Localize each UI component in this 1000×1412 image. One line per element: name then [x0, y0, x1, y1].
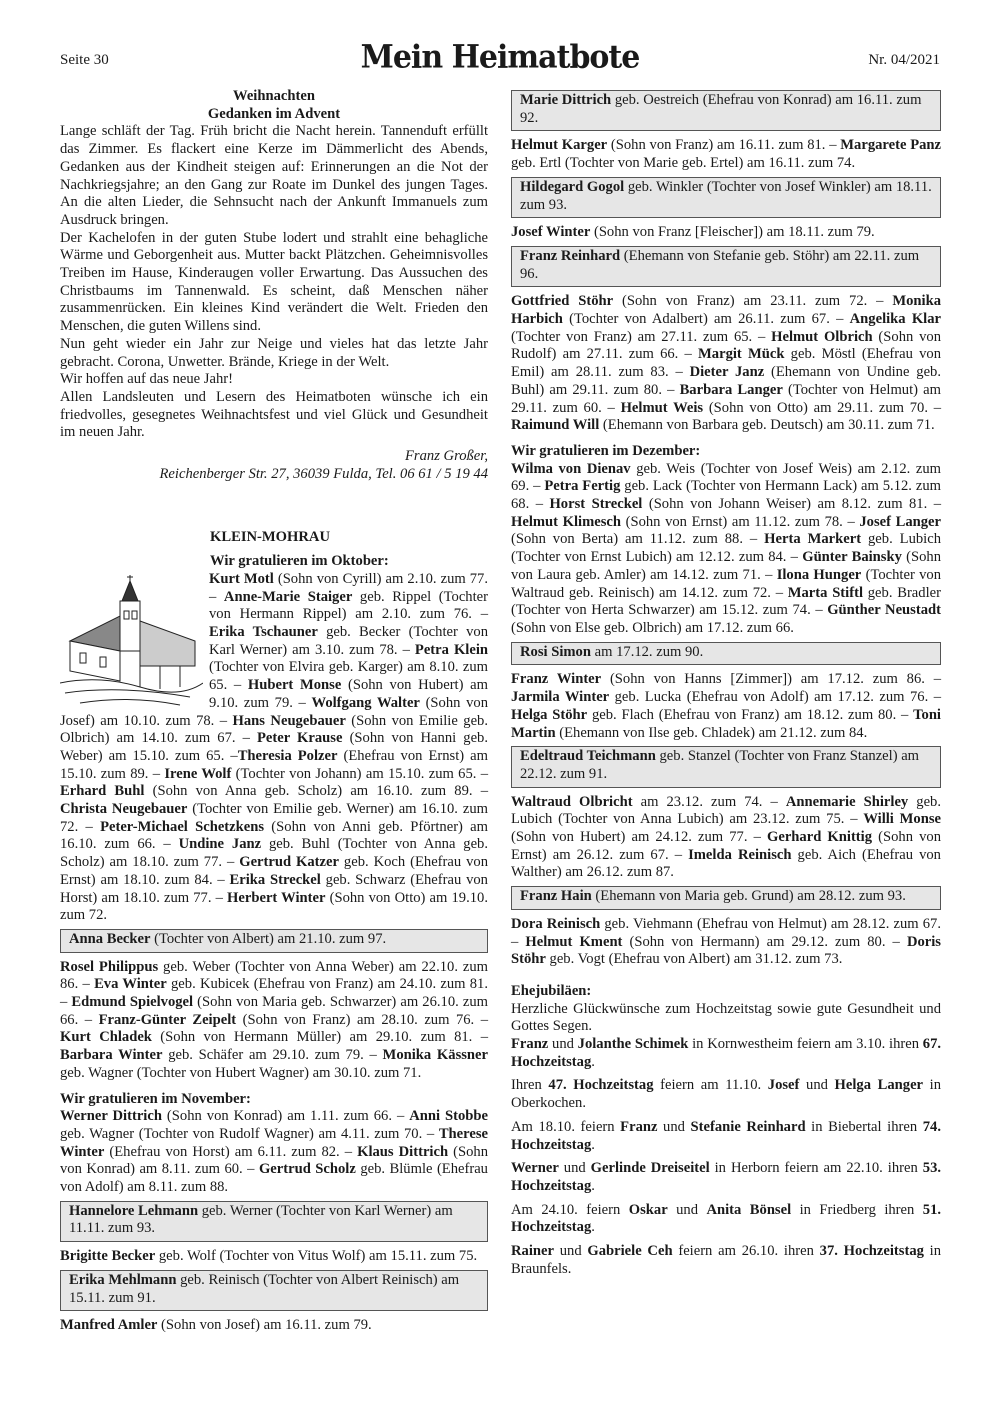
- article-paragraph: Nun geht wieder ein Jahr zur Neige und vieles hat das letzte Jahr gebracht. Corona, Unwetter. Brände, Kriege in der Welt.: [60, 335, 488, 370]
- highlight-box: Hildegard Gogol geb. Winkler (Tochter von Josef Winkler) am 18.11. zum 93.: [511, 177, 941, 218]
- birthday-list-october: Kurt Motl (Sohn von Cyrill) am 2.10. zum 77. – Anne-Marie Staiger geb. Rippel (Tochter von Hermann Rippel) am 2.10. zum 76. – Erika Tschauner geb. Becker (Tochter von Karl Werner) am 3.10. zum 78. – Petra Klein (Tochter von Elvira geb. Karger) am 8.10. zum 65. – Hubert Monse (Sohn von Hubert) am 9.10. zum 79. – Wolfgang Walter (Sohn von Josef) am 10.10. zum 78. – Hans Neugebauer (Sohn von Emilie geb. Olbrich) am 14.10. zum 67. – Peter Krause (Sohn von Hanni geb. Weber) am 15.10. zum 65. –Theresia Polzer (Ehefrau von Ernst) am 15.10. zum 89. – Irene Wolf (Tochter von Johann) am 15.10. zum 65. – Erhard Buhl (Sohn von Anna geb. Scholz) am 16.10. zum 89. – Christa Neugebauer (Tochter von Emilie geb. Werner) am 16.10. zum 72. – Peter-Michael Schetzkens (Sohn von Anni geb. Pförtner) am 16.10. zum 66. – Undine Janz geb. Buhl (Tochter von Anna geb. Scholz) am 18.10. zum 77. – Gertrud Katzer geb. Koch (Ehefrau von Ernst) am 18.10. zum 84. – Erika Streckel geb. Schwarz (Ehefrau von Horst) am 18.10. zum 77. – Herbert Winter (Sohn von Otto) am 19.10. zum 72.: [60, 570, 489, 924]
- month-heading-december: Wir gratulieren im Dezember:: [511, 442, 701, 459]
- issue-number: Nr. 04/2021: [868, 52, 940, 68]
- article-subtitle: Gedanken im Advent: [207, 105, 341, 122]
- left-column: [60, 88, 488, 1335]
- birthday-list-december-cont: Franz Winter (Sohn von Hanns [Zimmer]) am 17.12. zum 86. – Jarmila Winter geb. Lucka (Ehefrau von Adolf) am 17.12. zum 76. – Helga Stöhr geb. Flach (Ehefrau von Franz) am 18.12. zum 80. – Toni Martin (Ehemann von Ilse geb. Chladek) am 21.12. zum 84.: [511, 671, 941, 741]
- birthday-list-november-cont: Brigitte Becker geb. Wolf (Tochter von Vitus Wolf) am 15.11. zum 75.: [60, 1248, 478, 1265]
- highlight-box: Marie Dittrich geb. Oestreich (Ehefrau von Konrad) am 16.11. zum 92.: [511, 90, 941, 131]
- anniversary-entry: Am 18.10. feiern Franz und Stefanie Reinhard in Biebertal ihren 74. Hochzeitstag.: [511, 1118, 941, 1153]
- birthday-list-december: Wilma von Dienav geb. Weis (Tochter von Josef Weis) am 2.12. zum 69. – Petra Fertig geb. Lack (Tochter von Hermann Lack) am 5.12. zum 68. – Horst Streckel (Sohn von Johann Weiser) am 8.12. zum 81. – Helmut Klimesch (Sohn von Ernst) am 11.12. zum 78. – Josef Langer (Sohn von Berta) am 11.12. zum 88. – Herta Markert geb. Lubich (Tochter von Ernst Lubich) am 12.12. zum 84. – Günter Bainsky (Sohn von Laura geb. Amler) am 14.12. zum 71. – Ilona Hunger (Tochter von Waltraud geb. Reinisch) am 14.12. zum 72. – Marta Stiftl geb. Bradler (Tochter von Herta Schwarzer) am 15.12. zum 74. – Günther Neustadt (Sohn von Else geb. Olbrich) am 17.12. zum 66.: [511, 460, 942, 636]
- birthday-list-december-cont: Dora Reinisch geb. Viehmann (Ehefrau von Helmut) am 28.12. zum 67. – Helmut Kment (Sohn von Hermann) am 29.12. zum 80. – Doris Stöhr geb. Vogt (Ehefrau von Albert) am 31.12. zum 73.: [511, 915, 941, 968]
- article-paragraph: Wir hoffen auf das neue Jahr!: [60, 371, 233, 388]
- anniversary-entry: Rainer und Gabriele Ceh feiern am 26.10. ihren 37. Hochzeitstag in Braunfels.: [511, 1243, 942, 1277]
- page-number: Seite 30: [60, 52, 109, 68]
- birthday-list-november-cont: Manfred Amler (Sohn von Josef) am 16.11. zum 79.: [60, 1317, 372, 1334]
- anniversaries-heading: Ehejubiläen:: [511, 982, 592, 999]
- page-header: [60, 39, 940, 76]
- masthead-logo: Mein Heimatbote: [360, 39, 640, 76]
- birthday-list-november-cont: Gottfried Stöhr (Sohn von Franz) am 23.11. zum 72. – Monika Harbich (Tochter von Adalbert) am 26.11. zum 67. – Angelika Klar (Tochter von Franz) am 27.11. zum 65. – Helmut Olbrich (Sohn von Rudolf) am 27.11. zum 66. – Margit Mück geb. Möstl (Ehefrau von Emil) am 28.11. zum 83. – Dieter Janz (Ehemann von Undine geb. Buhl) am 29.11. zum 80. – Barbara Langer (Tochter von Helmut) am 29.11. zum 60. – Helmut Weis (Sohn von Otto) am 29.11. zum 70. – Raimund Will (Ehemann von Barbara geb. Deutsch) am 30.11. zum 71.: [511, 293, 942, 434]
- month-heading-november: Wir gratulieren im November:: [60, 1090, 251, 1107]
- highlight-box: Erika Mehlmann geb. Reinisch (Tochter von Albert Reinisch) am 15.11. zum 91.: [60, 1270, 488, 1311]
- birthday-list-december-cont: Waltraud Olbricht am 23.12. zum 74. – Annemarie Shirley geb. Lubich (Tochter von Anna Lubich) am 23.12. zum 75. – Willi Monse (Sohn von Hubert) am 24.12. zum 77. – Gerhard Knittig (Sohn von Ernst) am 26.12. zum 67. – Imelda Reinisch geb. Aich (Ehefrau von Walther) am 26.12. zum 87.: [511, 793, 941, 881]
- highlight-box: Anna Becker (Tochter von Albert) am 21.10. zum 97.: [60, 929, 488, 953]
- highlight-box: Hannelore Lehmann geb. Werner (Tochter von Karl Werner) am 11.11. zum 93.: [60, 1201, 488, 1242]
- birthday-list-november: Werner Dittrich (Sohn von Konrad) am 1.11. zum 66. – Anni Stobbe geb. Wagner (Tochter von Rudolf Wagner) am 4.11. zum 70. – Therese Winter (Ehefrau von Horst) am 6.11. zum 82. – Klaus Dittrich (Sohn von Konrad) am 8.11. zum 60. – Gertrud Scholz geb. Blümle (Ehefrau von Adolf) am 8.11. zum 88.: [60, 1108, 488, 1196]
- anniversary-entry: Franz und Jolanthe Schimek in Kornwestheim feiern am 3.10. ihren 67. Hochzeitstag.: [511, 1036, 942, 1070]
- highlight-box: Franz Hain (Ehemann von Maria geb. Grund) am 28.12. zum 93.: [511, 886, 941, 910]
- month-heading-october: Wir gratulieren im Oktober:: [210, 553, 389, 570]
- klein-mohrau-section: [60, 529, 488, 1335]
- highlight-box: Edeltraud Teichmann geb. Stanzel (Tochter von Franz Stanzel) am 22.12. zum 91.: [511, 746, 941, 787]
- church-illustration: [60, 571, 203, 709]
- anniversary-entry: Ihren 47. Hochzeitstag feiern am 11.10. Josef und Helga Langer in Oberkochen.: [511, 1077, 941, 1112]
- article-paragraph: Der Kachelofen in der guten Stube lodert und strahlt eine behagliche Wärme und Geborgenheit aus. Mutter backt Plätzchen. Geheimnisvolles Treiben im Hause, Kinderaugen voller Erwartung. Das Aussuchen des Christbaums im Tannenwald. Es scheint, daß Menschen näher zusammenrücken. Ein kleines Kind verändert die Welt. Frieden den Menschen, die guten Willens sind.: [60, 229, 488, 335]
- section-heading: KLEIN-MOHRAU: [210, 529, 330, 546]
- article-paragraph: Lange schläft der Tag. Früh bricht die Nacht herein. Tannenduft erfüllt das Zimmer. Es flackert eine Kerze im Dämmerlicht des Abends, Gedanken aus der Kindheit steigen auf: Erinnerungen an die Not der Nachkriegsjahre; an den Gang zur Roate im Dunkel des jungen Tages. An die alten Lieder, die Sehnsucht nach der Ankunft Immanuels zum Ausdruck bringen.: [60, 123, 488, 228]
- anniversaries-intro: Herzliche Glückwünsche zum Hochzeitstag sowie gute Gesundheit und Gottes Segen.: [511, 1000, 941, 1035]
- birthday-list-november-cont: Helmut Karger (Sohn von Franz) am 16.11. zum 81. – Margarete Panz geb. Ertl (Tochter von Marie geb. Ertel) am 16.11. zum 74.: [511, 137, 941, 172]
- signature-name: Franz Großer,: [405, 448, 488, 465]
- anniversary-entry: Am 24.10. feiern Oskar und Anita Bönsel in Friedberg ihren 51. Hochzeitstag.: [511, 1201, 942, 1236]
- highlight-box: Franz Reinhard (Ehemann von Stefanie geb. Stöhr) am 22.11. zum 96.: [511, 246, 941, 287]
- birthday-list-october-cont: Rosel Philippus geb. Weber (Tochter von Anna Weber) am 22.10. zum 86. – Eva Winter geb. Kubicek (Ehefrau von Franz) am 24.10. zum 81. – Edmund Spielvogel (Sohn von Maria geb. Schwarzer) am 26.10. zum 66. – Franz-Günter Zeipelt (Sohn von Franz) am 28.10. zum 76. – Kurt Chladek (Sohn von Hermann Müller) am 29.10. zum 81. – Barbara Winter geb. Schäfer am 29.10. zum 79. – Monika Kässner geb. Wagner (Tochter von Hubert Wagner) am 30.10. zum 71.: [60, 958, 489, 1081]
- article-title: Weihnachten: [233, 88, 315, 104]
- right-column: [511, 88, 941, 1278]
- highlight-box: Rosi Simon am 17.12. zum 90.: [511, 642, 941, 666]
- signature-address: Reichenberger Str. 27, 36039 Fulda, Tel. 06 61 / 5 19 44: [159, 465, 488, 482]
- article-paragraph: Allen Landsleuten und Lesern des Heimatboten wünsche ich ein friedvolles, gesegnetes Weihnachtsfest und viel Glück und Gesundheit im neuen Jahr.: [60, 388, 488, 441]
- birthday-list-november-cont: Josef Winter (Sohn von Franz [Fleischer]) am 18.11. zum 79.: [511, 224, 875, 241]
- anniversary-entry: Werner und Gerlinde Dreiseitel in Herborn feiern am 22.10. ihren 53. Hochzeitstag.: [511, 1160, 942, 1194]
